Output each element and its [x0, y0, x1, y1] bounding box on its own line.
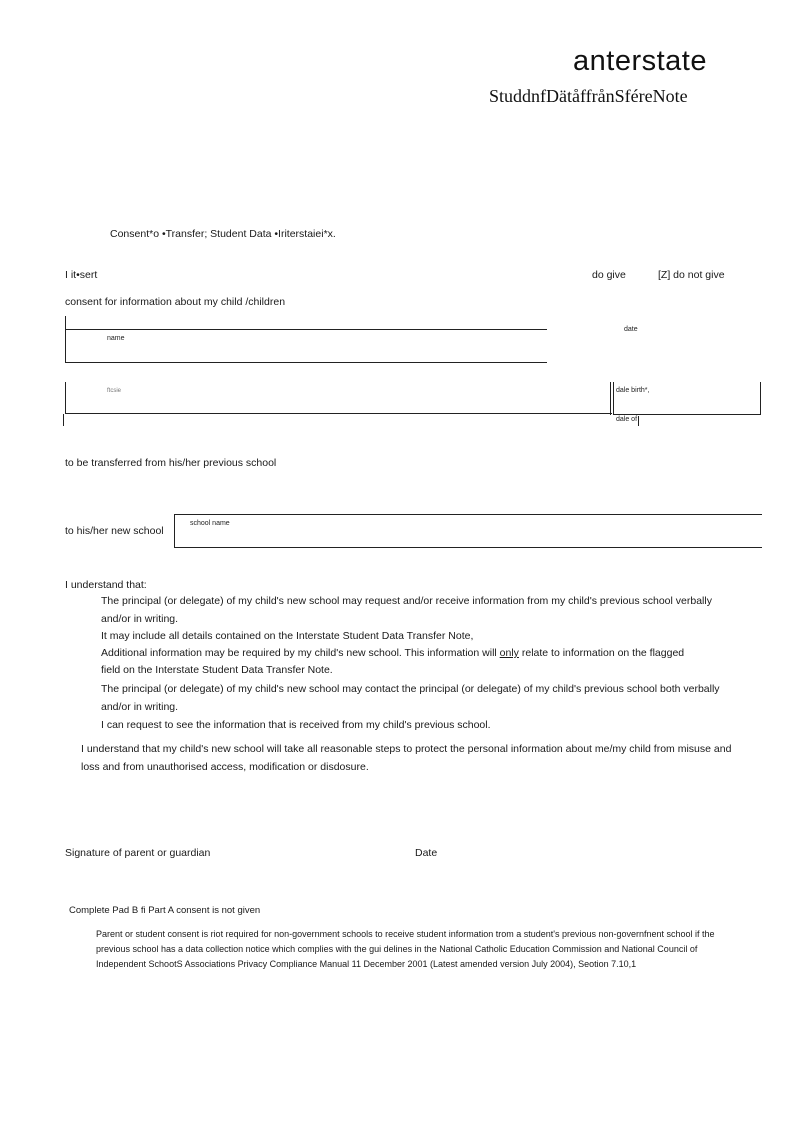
dob-box-bottom-border: [613, 414, 761, 415]
understand-point-5: I can request to see the information that is received from my child's previous school.: [101, 719, 491, 731]
part-b-note: Complete Pad B fi Part A consent is not given: [69, 905, 261, 916]
form-heading: Consent*o •Transfer; Student Data •Iriterstaiei*x.: [110, 228, 336, 240]
name-box-bottom-border: [65, 362, 547, 363]
child-name-field[interactable]: [66, 331, 546, 361]
second-name-field-label: ftcsie: [107, 388, 122, 394]
row2-left-tick: [63, 414, 64, 426]
name-field-label: name: [107, 335, 125, 342]
fine-print: Parent or student consent is riot required for non-government schools to receive student information trom a student's previous non-governfnent school if the previous school has a data collection notice which complies with the gui delines in the National Catholic Education Commission and National Council of Independent SchootS Associations Privacy Compliance Manual 11 December 2001 (Latest amended version July 2004), Seotion 7.10,1: [96, 929, 715, 969]
name-box-top-border: [65, 329, 547, 330]
date-field-label: date: [624, 326, 638, 333]
row2-divider-a: [610, 382, 611, 415]
understand-point-3: [101, 644, 741, 662]
point3-text-before: Additional information may be required by my child's new school. This information will: [101, 647, 500, 659]
do-not-give-option[interactable]: [Z] do not give: [658, 269, 725, 281]
signature-label: Signature of parent or guardian: [65, 847, 211, 859]
privacy-statement: I understand that my child's new school will take all reasonable steps to protect the personal information about me/my child from misuse and loss and from unauthorised access, modification or disdosure.: [81, 743, 732, 773]
school-name-label: school name: [190, 520, 230, 527]
date-of-tick: [638, 416, 639, 426]
understand-heading: I understand that:: [65, 579, 147, 591]
school-name-field[interactable]: [176, 530, 760, 546]
dob-box-right-border: [760, 382, 761, 415]
understand-point-3-continued: field on the Interstate Student Data Transfer Note.: [101, 664, 333, 676]
do-give-option[interactable]: do give: [592, 269, 626, 281]
consent-line: consent for information about my child /children: [65, 296, 286, 308]
point3-underlined: only: [499, 647, 519, 659]
row2-bottom-border: [65, 413, 612, 414]
point3-text-after: relate to information on the flagged: [518, 647, 685, 659]
understand-point-2: It may include all details contained on the Interstate Student Data Transfer Note,: [101, 630, 474, 642]
document-title: anterstate: [573, 45, 707, 77]
insert-name-label: I it•sert: [65, 269, 98, 281]
school-box-bottom-border: [174, 547, 762, 548]
understand-point-1: The principal (or delegate) of my child's new school may request and/or receive information from my child's previous school verbally and/or in writing.: [101, 595, 712, 625]
document-subtitle: StuddnfDätåffrånSféreNote: [489, 86, 688, 106]
date-of-birth-field[interactable]: [614, 396, 759, 413]
school-box-top-border: [174, 514, 762, 515]
date-of-birth-label: dale birth*,: [616, 387, 650, 394]
date-of-label: dale of: [616, 416, 638, 423]
understand-point-4: The principal (or delegate) of my child's new school may contact the principal (or delegate) of my child's previous school both verbally and/or in writing.: [101, 683, 720, 713]
child-name-field-2[interactable]: [66, 384, 609, 412]
signature-date-label: Date: [415, 847, 438, 859]
school-box-left-border: [174, 514, 175, 548]
new-school-label: to his/her new school: [65, 525, 164, 537]
transfer-line: to be transferred from his/her previous school: [65, 457, 277, 469]
